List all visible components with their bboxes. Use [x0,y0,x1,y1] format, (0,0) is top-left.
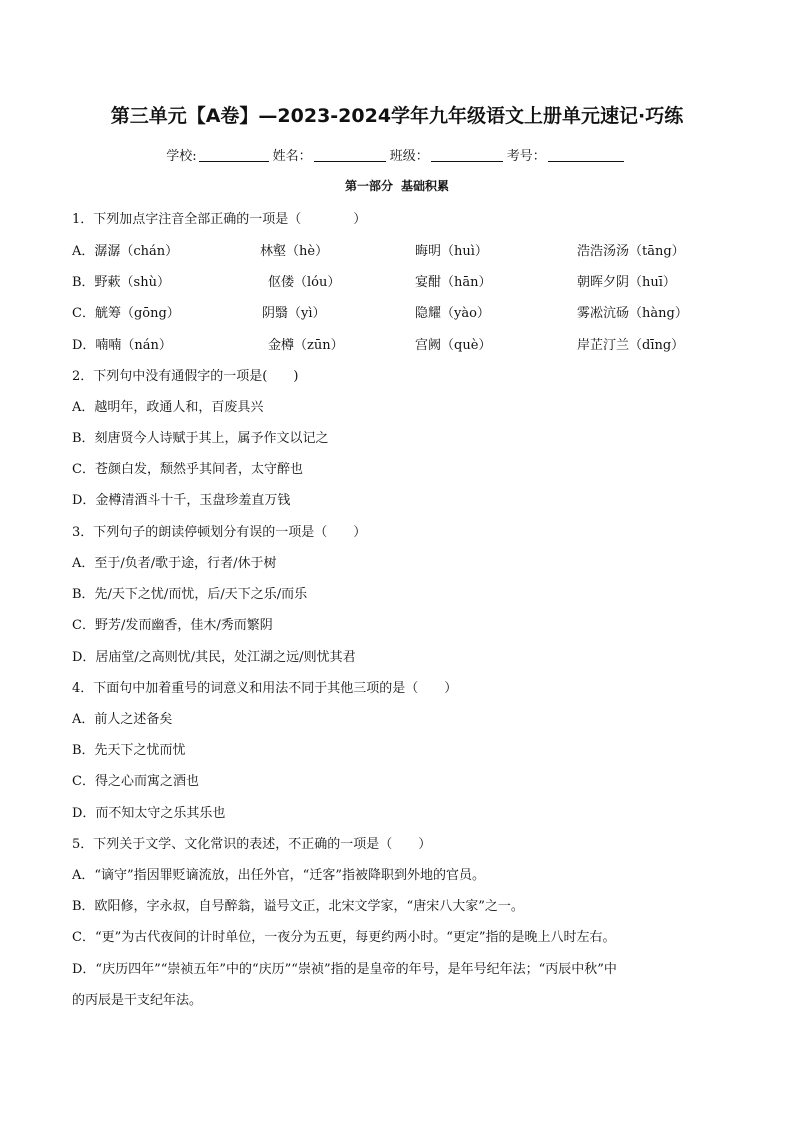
q1-option-d-3: 宫阙（què） [415,338,492,353]
q3-option-d: D．居庙堂/之高则忧/其民，处江湖之远/则忧其君 [72,650,356,665]
q1-option-c-3: 隐耀（yào） [415,306,490,321]
q4-option-c: C．得之心而寓之酒也 [72,774,199,789]
q4-option-d: D．而不知太守之乐其乐也 [72,806,226,821]
q2-option-a: A．越明年，政通人和，百废具兴 [72,400,264,415]
q3-option-a: A．至于/负者/歌于途，行者/休于树 [72,556,277,571]
document-title: 第三单元【A卷】—2023-2024学年九年级语文上册单元速记·巧练 [110,105,684,127]
student-info-line [0,145,794,164]
class-blank[interactable] [431,147,503,162]
q2-option-d: D．金樽清酒斗十千，玉盘珍羞直万钱 [72,493,291,508]
q2-option-b: B．刻唐贤今人诗赋于其上，属予作文以记之 [72,431,329,446]
q4-stem: 4．下面句中加着重号的词意义和用法不同于其他三项的是（ ） [72,681,458,696]
school-label: 学校: [166,149,197,164]
q1-option-a-3: 晦明（huì） [415,244,488,259]
q5-option-b: B．欧阳修，字永叔，自号醉翁，谥号文正，北宋文学家，“唐宋八大家”之一。 [72,899,524,914]
q1-stem: 1．下列加点字注音全部正确的一项是（ ） [72,212,367,227]
q1-option-a-1: A．潺潺（chán） [72,244,179,259]
q5-option-c: C．“更”为古代夜间的计时单位，一夜分为五更，每更约两小时。“更定”指的是晚上八时左右。 [72,930,616,945]
q2-option-c: C．苍颜白发，颓然乎其间者，太守醉也 [72,462,303,477]
q1-option-d-1: D．喃喃（nán） [72,338,172,353]
q4-option-b: B．先天下之忧而忧 [72,743,186,758]
class-label: 班级： [389,149,429,164]
name-blank[interactable] [314,147,386,162]
q1-option-c-2: 阴翳（yì） [262,306,326,321]
exam-no-blank[interactable] [548,147,624,162]
q1-option-c-1: C．觥筹（gōng） [72,306,180,321]
q1-option-d-2: 金樽（zūn） [268,338,344,353]
q4-option-a: A．前人之述备矣 [72,712,173,727]
q5-option-d: D．“庆历四年”“崇祯五年”中的“庆历”“崇祯”指的是皇帝的年号，是年号纪年法；“丙辰中秋”中 [72,962,617,977]
q3-option-b: B．先/天下之忧/而忧，后/天下之乐/而乐 [72,587,308,602]
q1-option-b-2: 伛偻（lóu） [268,275,341,290]
q1-option-b-3: 宴酣（hān） [415,275,492,290]
q3-option-c: C．野芳/发而幽香，佳木/秀而繁阴 [72,618,273,633]
exam-no-label: 考号： [506,149,546,164]
section-name: 基础积累 [401,179,450,193]
q5-stem: 5．下列关于文学、文化常识的表述，不正确的一项是（ ） [72,837,432,852]
section-part: 第一部分 [344,179,393,193]
q1-option-a-4: 浩浩汤汤（tāng） [577,244,685,259]
q1-option-c-4: 雾凇沆砀（hàng） [577,306,688,321]
section-heading [0,177,794,194]
q1-option-b-4: 朝晖夕阴（huī） [577,275,676,290]
q1-option-a-2: 林壑（hè） [260,244,329,259]
school-blank[interactable] [199,147,269,162]
name-label: 姓名： [272,149,312,164]
q5-option-d-continued: 的丙辰是干支纪年法。 [72,993,203,1008]
q5-option-a: A．“谪守”指因罪贬谪流放，出任外官，“迁客”指被降职到外地的官员。 [72,868,485,883]
q1-option-d-4: 岸芷汀兰（dīng） [577,338,685,353]
q1-option-b-1: B．野蔌（shù） [72,275,170,290]
q3-stem: 3．下列句子的朗读停顿划分有误的一项是（ ） [72,525,367,540]
q2-stem: 2．下列句中没有通假字的一项是( ) [72,369,299,384]
